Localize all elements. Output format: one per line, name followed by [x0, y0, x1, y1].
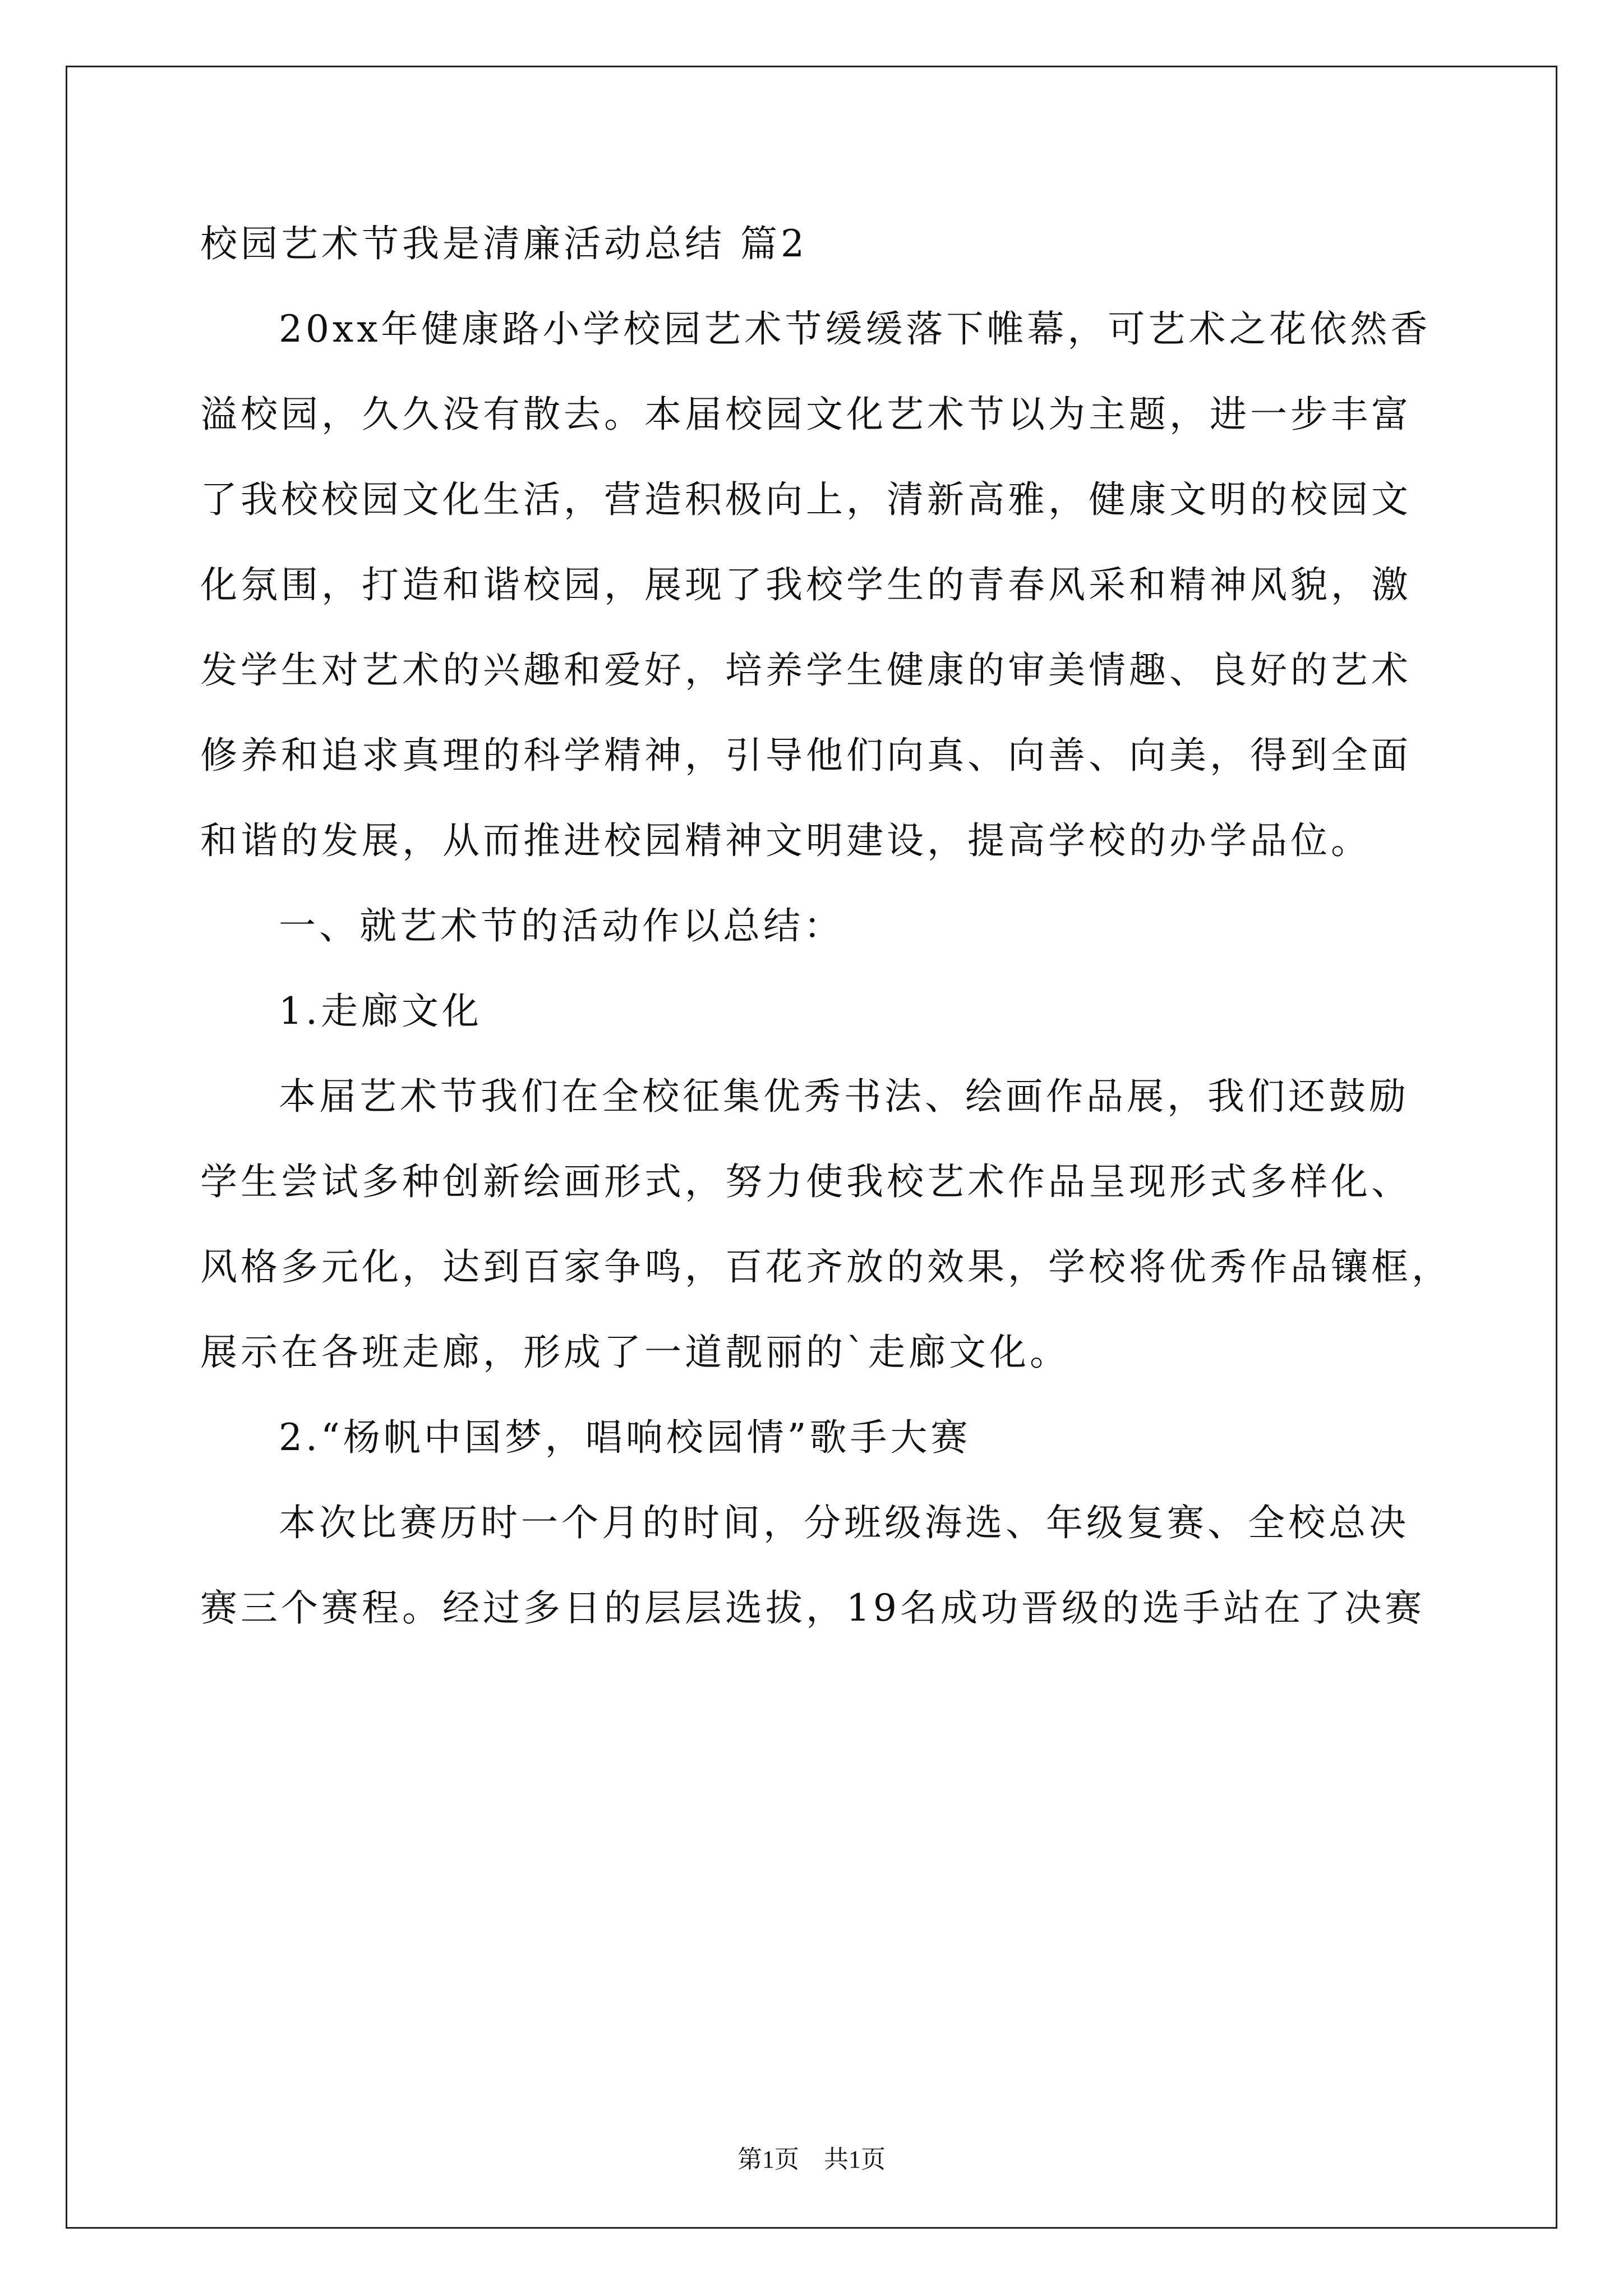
text-line: 发学生对艺术的兴趣和爱好，培养学生健康的审美情趣、良好的艺术: [200, 648, 1412, 692]
text-line: 本届艺术节我们在全校征集优秀书法、绘画作品展，我们还鼓励: [279, 1075, 1409, 1118]
document-body: [200, 222, 1468, 1671]
page-footer: 第1页 共1页: [737, 2146, 886, 2173]
text-line: 修养和追求真理的科学精神，引导他们向真、向善、向美，得到全面: [200, 734, 1412, 777]
text-line: 一、就艺术节的活动作以总结：: [279, 904, 844, 947]
text-line: 风格多元化，达到百家争鸣，百花齐放的效果，学校将优秀作品镶框，: [200, 1245, 1452, 1289]
document-title: 校园艺术节我是清廉活动总结 篇2: [200, 222, 808, 265]
text-line: 化氛围，打造和谐校园，展现了我校学生的青春风采和精神风貌，激: [200, 563, 1412, 606]
text-line: 了我校校园文化生活，营造积极向上，清新高雅，健康文明的校园文: [200, 478, 1412, 521]
text-line: 本次比赛历时一个月的时间，分班级海选、年级复赛、全校总决: [279, 1501, 1409, 1544]
text-line: 赛三个赛程。经过多日的层层选拔，19名成功晋级的选手站在了决赛: [200, 1586, 1425, 1630]
text-line: 和谐的发展，从而推进校园精神文明建设，提高学校的办学品位。: [200, 819, 1371, 862]
text-line: 溢校园，久久没有散去。本届校园文化艺术节以为主题，进一步丰富: [200, 393, 1412, 436]
text-line: 1.走廊文化: [279, 990, 482, 1033]
text-line: 20xx年健康路小学校园艺术节缓缓落下帷幕，可艺术之花依然香: [279, 307, 1431, 351]
paragraph-lines: [200, 307, 1468, 1631]
text-line: 学生尝试多种创新绘画形式，努力使我校艺术作品呈现形式多样化、: [200, 1160, 1412, 1203]
text-line: 展示在各班走廊，形成了一道靓丽的`走廊文化。: [200, 1331, 1070, 1374]
text-line: 2.“杨帆中国梦，唱响校园情”歌手大赛: [279, 1416, 971, 1459]
